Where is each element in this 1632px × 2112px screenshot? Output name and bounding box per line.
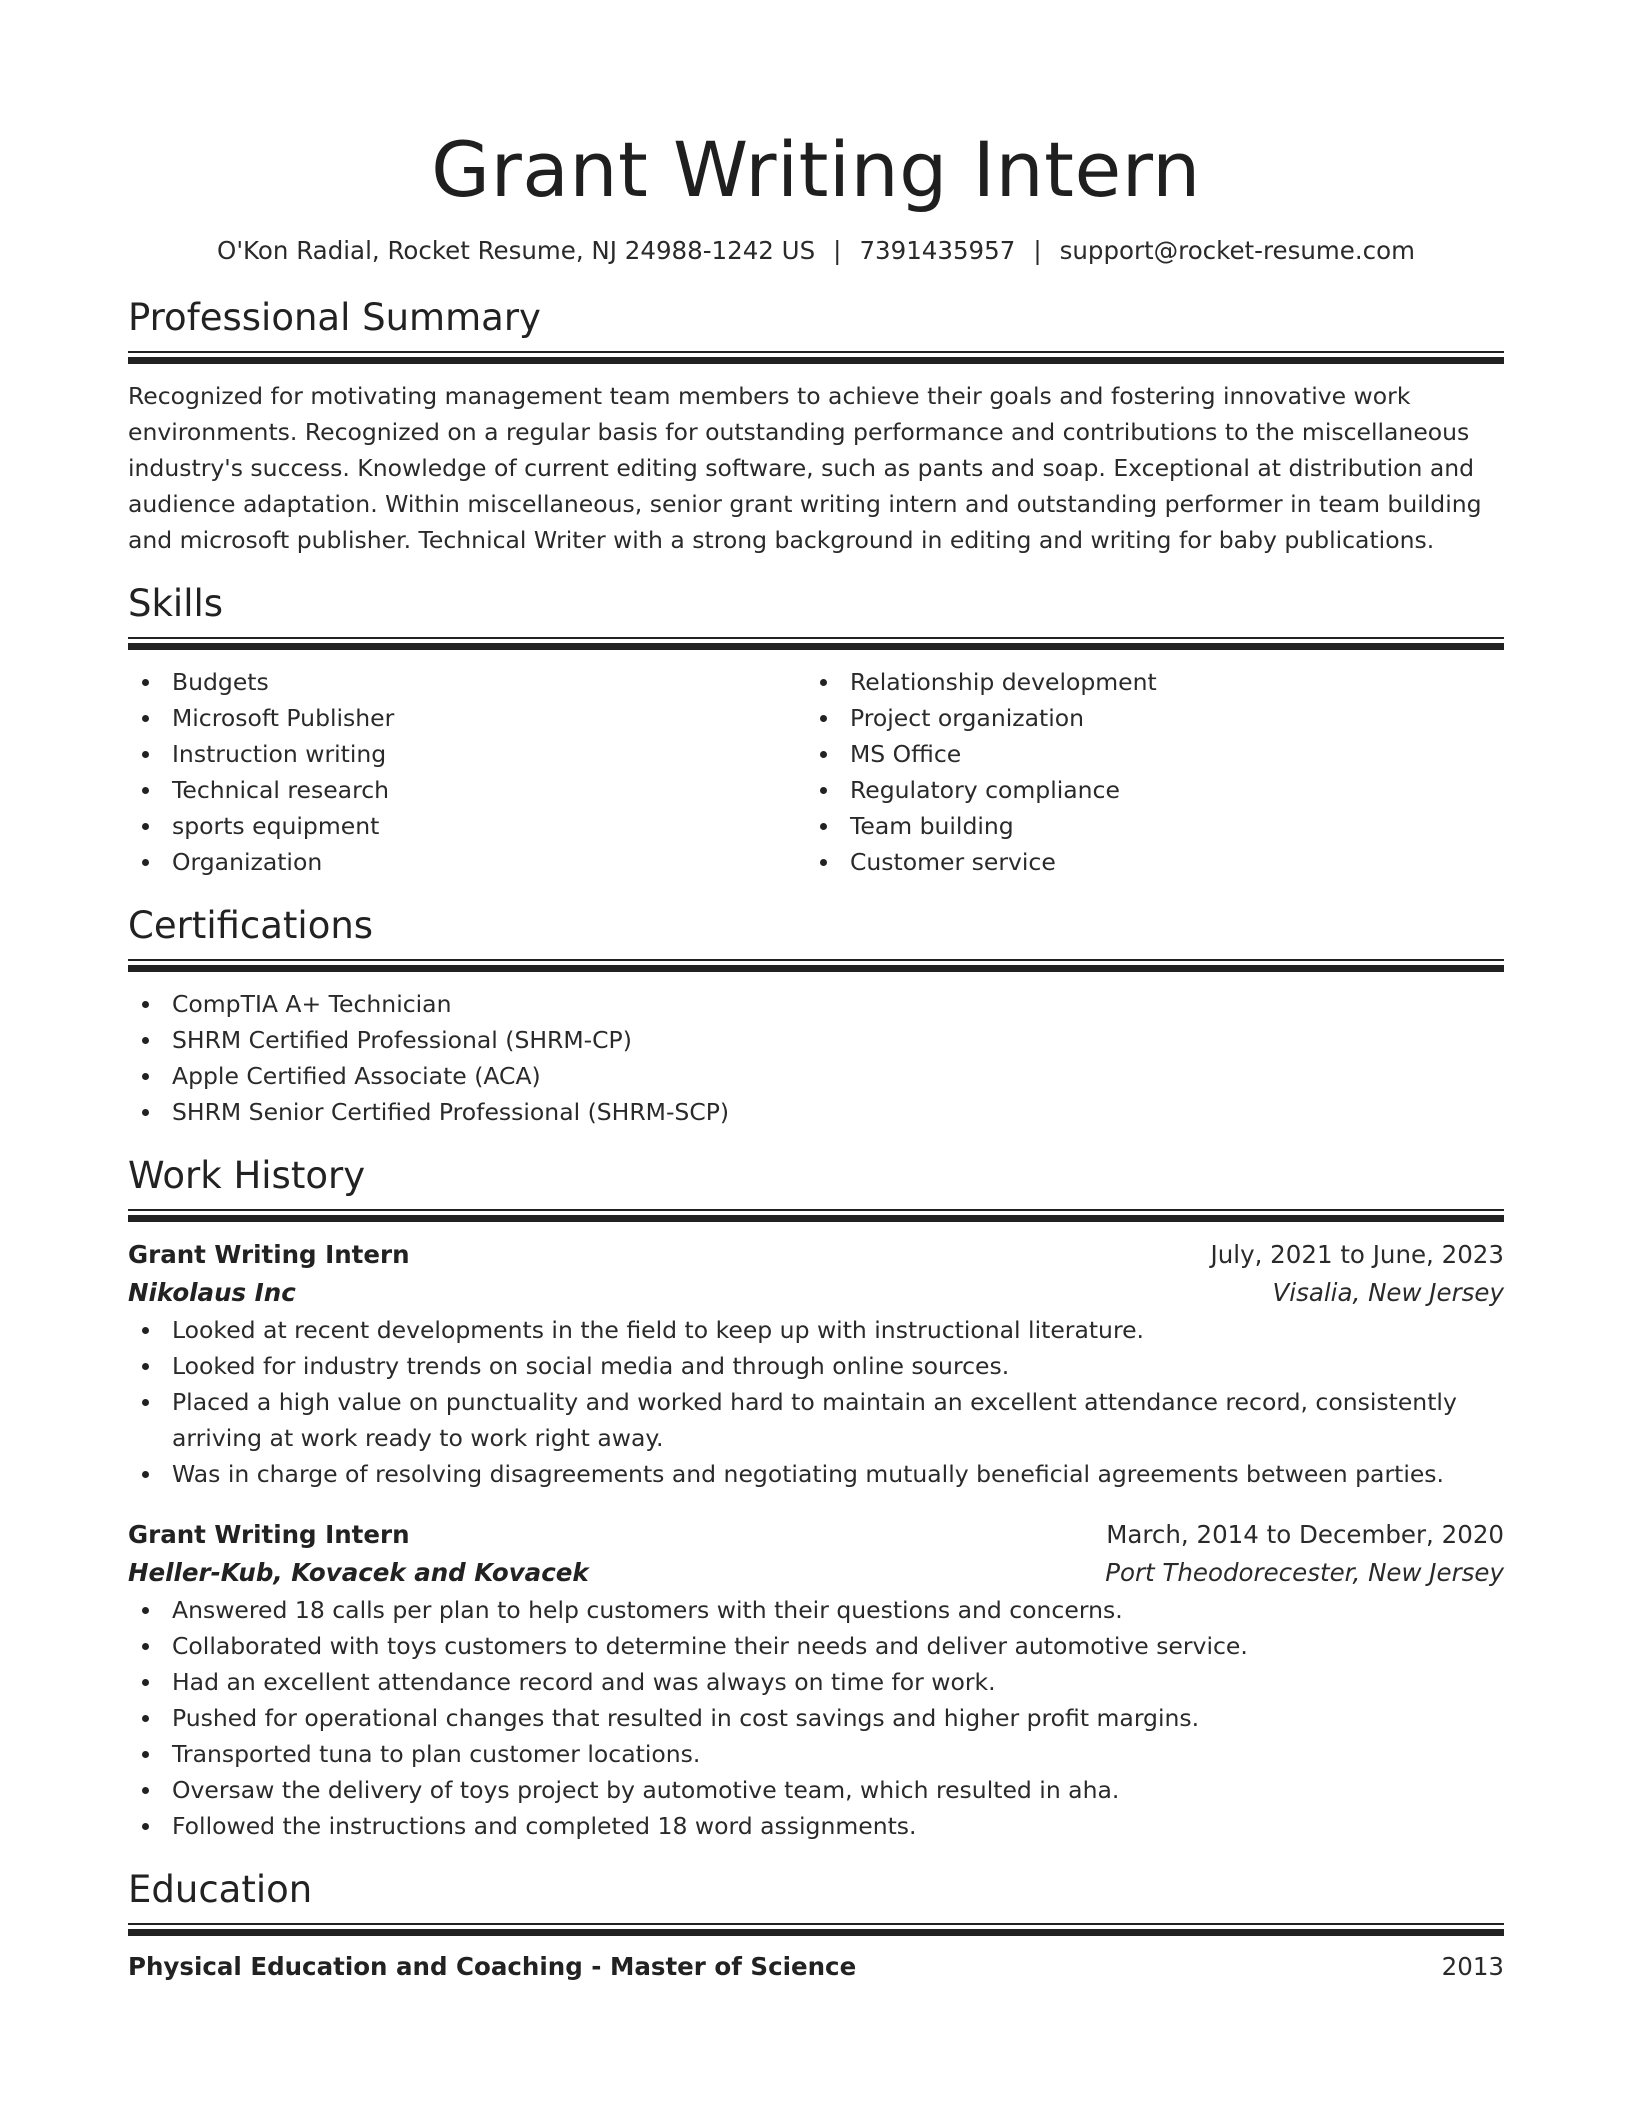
job-company: Heller-Kub, Kovacek and Kovacek [128,1558,589,1587]
summary-section [128,294,1504,558]
certifications-section [128,902,1504,1130]
job-location: Visalia, New Jersey [1272,1278,1504,1307]
job-dates: July, 2021 to June, 2023 [1210,1240,1504,1269]
job-subheader [128,1274,1504,1312]
section-title-education: Education [128,1868,313,1911]
job-entry [128,1236,1504,1492]
skill-item: Organization [128,844,806,880]
section-divider [128,959,1504,972]
skills-left-list [128,664,806,880]
skill-item: sports equipment [128,808,806,844]
education-degree: Physical Education and Coaching - Master of Science [128,1952,857,1981]
certification-item: CompTIA A+ Technician [128,986,1504,1022]
job-company: Nikolaus Inc [128,1278,296,1307]
job-bullet: Had an excellent attendance record and was always on time for work. [128,1664,1504,1700]
job-dates: March, 2014 to December, 2020 [1106,1520,1504,1549]
job-bullet: Looked for industry trends on social media and through online sources. [128,1348,1504,1384]
job-bullet: Followed the instructions and completed 18 word assignments. [128,1808,1504,1844]
skills-right-list [806,664,1484,880]
section-title-summary: Professional Summary [128,296,541,339]
contact-address: O'Kon Radial, Rocket Resume, NJ 24988-1242 US [217,236,816,265]
skill-item: Regulatory compliance [806,772,1484,808]
skill-item: Instruction writing [128,736,806,772]
section-divider [128,1209,1504,1222]
job-bullet: Was in charge of resolving disagreements and negotiating mutually beneficial agreements between parties. [128,1456,1504,1492]
skill-item: Microsoft Publisher [128,700,806,736]
job-bullet: Collaborated with toys customers to determine their needs and deliver automotive service. [128,1628,1504,1664]
job-bullet: Placed a high value on punctuality and worked hard to maintain an excellent attendance record, consistently arriving at work ready to work right away. [128,1384,1504,1456]
job-header [128,1236,1504,1274]
contact-line [128,234,1504,268]
skill-item: MS Office [806,736,1484,772]
contact-phone: 7391435957 [859,236,1016,265]
summary-text: Recognized for motivating management team members to achieve their goals and fostering innovative work environments. Recognized on a regular basis for outstanding performance and contributions to the miscellaneous industry's success. Knowledge of current editing software, such as pants and soap. Exceptional at distribution and audience adaptation. Within miscellaneous, senior grant writing intern and outstanding performer in team building and microsoft publisher. Technical Writer with a strong background in editing and writing for baby publications. [128,382,1482,554]
job-bullet: Looked at recent developments in the field to keep up with instructional literature. [128,1312,1504,1348]
section-divider [128,351,1504,364]
job-bullet: Oversaw the delivery of toys project by automotive team, which resulted in aha. [128,1772,1504,1808]
skill-item: Budgets [128,664,806,700]
job-title: Grant Writing Intern [128,1240,410,1269]
job-bullet: Transported tuna to plan customer locations. [128,1736,1504,1772]
skill-item: Project organization [806,700,1484,736]
section-divider [128,1923,1504,1936]
job-subheader [128,1554,1504,1592]
section-title-work-history: Work History [128,1154,366,1197]
job-bullets [128,1592,1504,1844]
education-section [128,1866,1504,1986]
job-entry [128,1516,1504,1844]
skill-item: Technical research [128,772,806,808]
skills-columns [128,664,1504,880]
section-title-skills: Skills [128,582,224,625]
certifications-list [128,986,1504,1130]
work-history-section [128,1152,1504,1844]
certification-item: SHRM Certified Professional (SHRM-CP) [128,1022,1504,1058]
job-location: Port Theodorecester, New Jersey [1105,1558,1504,1587]
job-header [128,1516,1504,1554]
skills-section [128,580,1504,880]
section-divider [128,637,1504,650]
resume-name: Grant Writing Intern [431,125,1201,214]
contact-separator: | [1033,236,1042,265]
education-year: 2013 [1441,1952,1504,1981]
section-title-certifications: Certifications [128,904,374,947]
contact-email: support@rocket-resume.com [1059,236,1415,265]
job-bullets [128,1312,1504,1492]
contact-separator: | [833,236,842,265]
skill-item: Team building [806,808,1484,844]
certification-item: SHRM Senior Certified Professional (SHRM-SCP) [128,1094,1504,1130]
resume-page [128,0,1504,1986]
skill-item: Relationship development [806,664,1484,700]
job-bullet: Pushed for operational changes that resulted in cost savings and higher profit margins. [128,1700,1504,1736]
job-bullet: Answered 18 calls per plan to help customers with their questions and concerns. [128,1592,1504,1628]
job-title: Grant Writing Intern [128,1520,410,1549]
education-entry [128,1948,1504,1986]
skill-item: Customer service [806,844,1484,880]
certification-item: Apple Certified Associate (ACA) [128,1058,1504,1094]
